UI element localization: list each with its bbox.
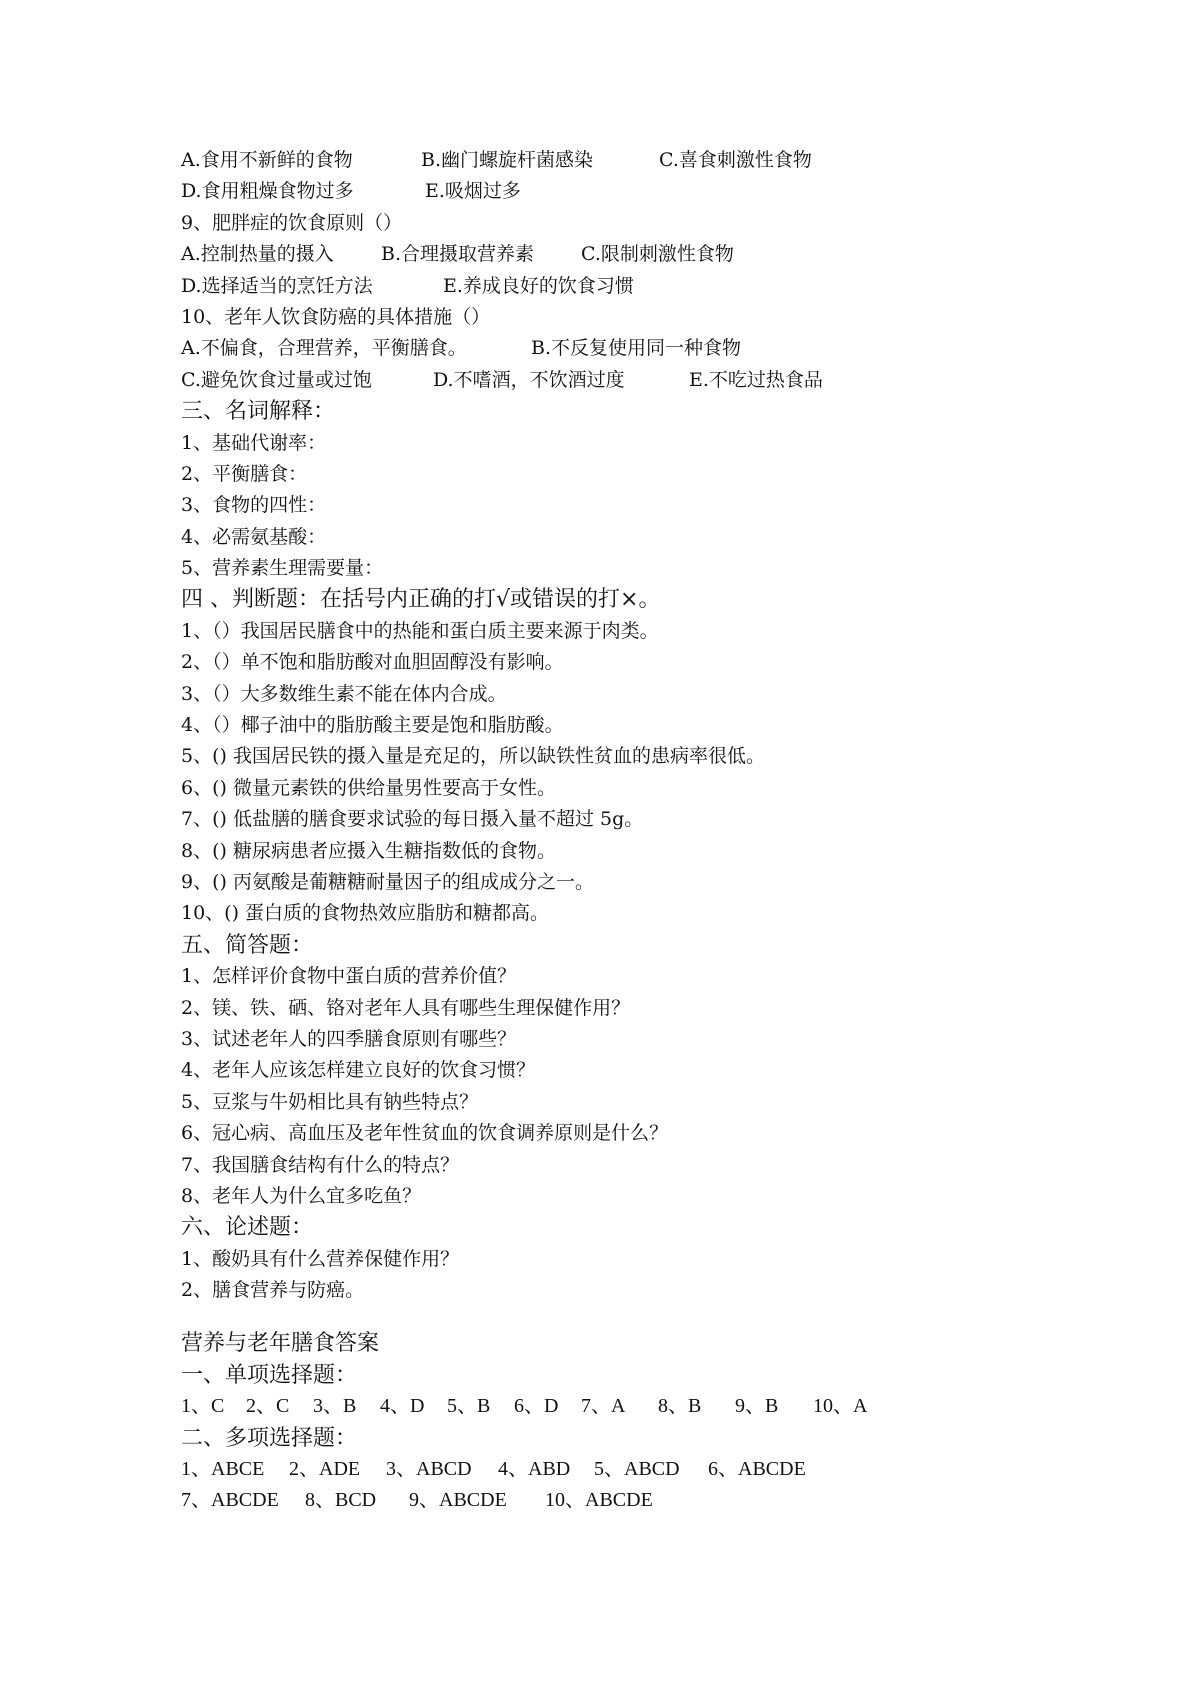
- answer-item: 5、B: [447, 1395, 491, 1418]
- list-item: 1、酸奶具有什么营养保健作用？: [181, 1247, 460, 1270]
- list-item: 10、() 蛋白质的食物热效应脂肪和糖都高。: [181, 902, 550, 925]
- list-item: 5、豆浆与牛奶相比具有钠些特点？: [181, 1090, 479, 1113]
- list-item: 4、（）椰子油中的脂肪酸主要是饱和脂肪酸。: [181, 714, 564, 737]
- answers-single-row: [181, 1391, 1141, 1422]
- list-item: 1、怎样评价食物中蛋白质的营养价值？: [181, 965, 517, 988]
- list-item: 9、() 丙氨酸是葡糖糖耐量因子的组成成分之一。: [181, 870, 594, 893]
- option-d: D.不嗜酒，不饮酒过度: [433, 368, 625, 391]
- option-c: C.喜食刺激性食物: [659, 149, 812, 171]
- answer-item: 3、ABCD: [386, 1458, 472, 1481]
- answers-single-heading: 一、单项选择题：: [181, 1362, 358, 1388]
- q9-options-row2: [181, 271, 1141, 302]
- answer-item: 9、B: [735, 1395, 779, 1418]
- answer-item: 3、B: [313, 1395, 357, 1418]
- q8-options-row1: [181, 145, 1141, 176]
- option-b: B.合理摄取营养素: [381, 243, 535, 266]
- list-item: 6、() 微量元素铁的供给量男性要高于女性。: [181, 776, 556, 799]
- list-item: 2、平衡膳食：: [181, 462, 308, 485]
- list-item: 8、() 糖尿病患者应摄入生糖指数低的食物。: [181, 839, 556, 862]
- list-item: 3、（）大多数维生素不能在体内合成。: [181, 682, 507, 705]
- option-c: C.避免饮食过量或过饱: [181, 368, 372, 391]
- answer-item: 9、ABCDE: [409, 1489, 507, 1512]
- answers-multi-row1: [181, 1454, 1141, 1485]
- option-b: B.幽门螺旋杆菌感染: [421, 149, 594, 171]
- option-a: A.食用不新鲜的食物: [181, 149, 353, 171]
- option-e: E.不吃过热食品: [689, 368, 823, 391]
- answer-item: 10、A: [813, 1395, 868, 1418]
- section-3-heading: 三、名词解释：: [181, 399, 336, 425]
- option-a: A.不偏食，合理营养，平衡膳食。: [181, 337, 467, 360]
- list-item: 3、食物的四性：: [181, 494, 327, 517]
- answer-item: 2、ADE: [289, 1458, 361, 1481]
- answer-item: 10、ABCDE: [545, 1489, 653, 1512]
- section-4-heading: 四 、判断题：在括号内正确的打√或错误的打×。: [181, 587, 661, 613]
- q9-options-row1: [181, 239, 1141, 270]
- option-a: A.控制热量的摄入: [181, 243, 334, 266]
- spacer: [181, 1306, 1141, 1328]
- list-item: 7、我国膳食结构有什么的特点？: [181, 1153, 460, 1176]
- answer-item: 1、ABCE: [181, 1458, 265, 1481]
- answer-item: 1、C: [181, 1395, 225, 1418]
- answer-item: 8、B: [658, 1395, 702, 1418]
- q10-options-row1: [181, 333, 1141, 364]
- list-item: 5、营养素生理需要量：: [181, 557, 384, 580]
- answer-item: 4、ABD: [498, 1458, 571, 1481]
- option-e: E.吸烟过多: [425, 180, 521, 203]
- list-item: 8、老年人为什么宜多吃鱼？: [181, 1184, 422, 1207]
- list-item: 5、() 我国居民铁的摄入量是充足的，所以缺铁性贫血的患病率很低。: [181, 745, 765, 768]
- list-item: 6、冠心病、高血压及老年性贫血的饮食调养原则是什么？: [181, 1122, 669, 1145]
- list-item: 3、试述老年人的四季膳食原则有哪些？: [181, 1027, 517, 1050]
- option-d: D.选择适当的烹饪方法: [181, 274, 373, 297]
- list-item: 1、基础代谢率：: [181, 431, 327, 454]
- list-item: 1、（）我国居民膳食中的热能和蛋白质主要来源于肉类。: [181, 619, 659, 642]
- answers-title: 营养与老年膳食答案: [181, 1331, 380, 1357]
- exam-page: [181, 145, 1141, 1517]
- answers-multi-row2: [181, 1485, 1141, 1516]
- answer-item: 7、ABCDE: [181, 1489, 279, 1512]
- option-c: C.限制刺激性食物: [581, 243, 734, 266]
- option-d: D.食用粗燥食物过多: [181, 180, 354, 203]
- answers-multi-heading: 二、多项选择题：: [181, 1425, 358, 1451]
- answer-item: 4、D: [380, 1395, 425, 1418]
- list-item: 4、老年人应该怎样建立良好的饮食习惯？: [181, 1059, 536, 1082]
- answer-item: 5、ABCD: [594, 1458, 680, 1481]
- section-6-heading: 六、论述题：: [181, 1215, 314, 1241]
- list-item: 2、膳食营养与防癌。: [181, 1279, 365, 1302]
- list-item: 2、（）单不饱和脂肪酸对血胆固醇没有影响。: [181, 651, 564, 674]
- list-item: 4、必需氨基酸：: [181, 525, 327, 548]
- option-b: B.不反复使用同一种食物: [531, 337, 742, 360]
- list-item: 7、() 低盐膳的膳食要求试验的每日摄入量不超过 5g。: [181, 808, 644, 831]
- section-5-heading: 五、简答题：: [181, 932, 314, 958]
- question-10: 10、老年人饮食防癌的具体措施（）: [181, 305, 491, 328]
- q8-options-row2: [181, 176, 1141, 207]
- answer-item: 6、ABCDE: [708, 1458, 806, 1481]
- q10-options-row2: [181, 365, 1141, 396]
- answer-item: 6、D: [514, 1395, 559, 1418]
- option-e: E.养成良好的饮食习惯: [443, 274, 634, 297]
- answer-item: 2、C: [246, 1395, 290, 1418]
- answer-item: 7、A: [581, 1395, 626, 1418]
- question-9: 9、肥胖症的饮食原则（）: [181, 211, 403, 234]
- answer-item: 8、BCD: [305, 1489, 377, 1512]
- list-item: 2、镁、铁、硒、铬对老年人具有哪些生理保健作用？: [181, 996, 631, 1019]
